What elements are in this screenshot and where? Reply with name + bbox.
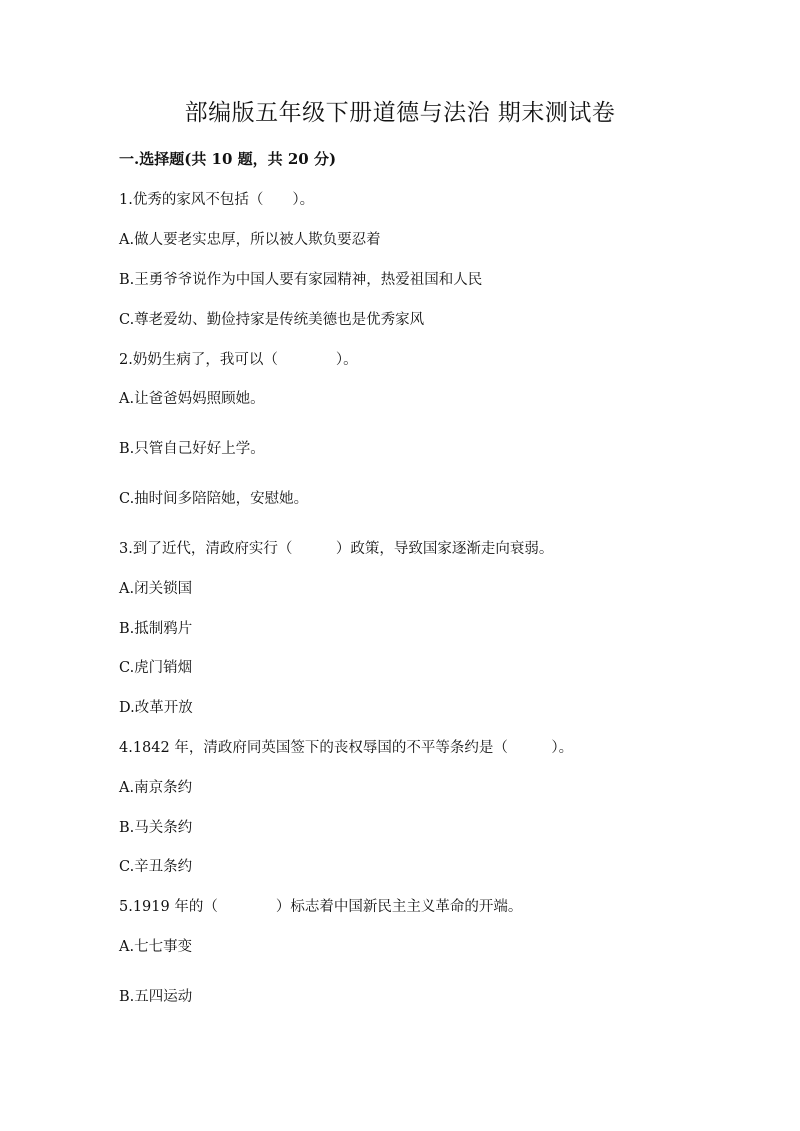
question-2-option-b: B.只管自己好好上学。 [119, 441, 265, 457]
question-4-option-c: C.辛丑条约 [119, 859, 193, 875]
question-1-option-c: C.尊老爱幼、勤俭持家是传统美德也是优秀家风 [119, 312, 425, 328]
page-title: 部编版五年级下册道德与法治 期末测试卷 [184, 100, 616, 126]
question-3-option-c: C.虎门销烟 [119, 660, 193, 676]
question-5-option-a: A.七七事变 [119, 939, 193, 955]
question-5-option-b: B.五四运动 [119, 989, 193, 1005]
question-1-option-a: A.做人要老实忠厚，所以被人欺负要忍着 [119, 232, 381, 248]
question-5-stem: 5.1919 年的（ ）标志着中国新民主主义革命的开端。 [119, 899, 523, 915]
question-4-stem: 4.1842 年，清政府同英国签下的丧权辱国的不平等条约是（ ）。 [119, 740, 574, 756]
question-3-option-d: D.改革开放 [119, 700, 193, 716]
section-heading: 一.选择题(共 10 题，共 20 分) [119, 150, 337, 168]
question-4-option-b: B.马关条约 [119, 820, 193, 836]
question-2-stem: 2.奶奶生病了，我可以（ ）。 [119, 352, 358, 368]
question-2-option-c: C.抽时间多陪陪她，安慰她。 [119, 491, 309, 507]
question-2-option-a: A.让爸爸妈妈照顾她。 [119, 391, 265, 407]
question-1-option-b: B.王勇爷爷说作为中国人要有家园精神，热爱祖国和人民 [119, 272, 483, 288]
question-3-option-b: B.抵制鸦片 [119, 621, 193, 637]
question-1-stem: 1.优秀的家风不包括（ ）。 [119, 192, 315, 208]
question-4-option-a: A.南京条约 [119, 780, 193, 796]
question-3-option-a: A.闭关锁国 [119, 581, 193, 597]
question-3-stem: 3.到了近代，清政府实行（ ）政策，导致国家逐渐走向衰弱。 [119, 541, 554, 557]
